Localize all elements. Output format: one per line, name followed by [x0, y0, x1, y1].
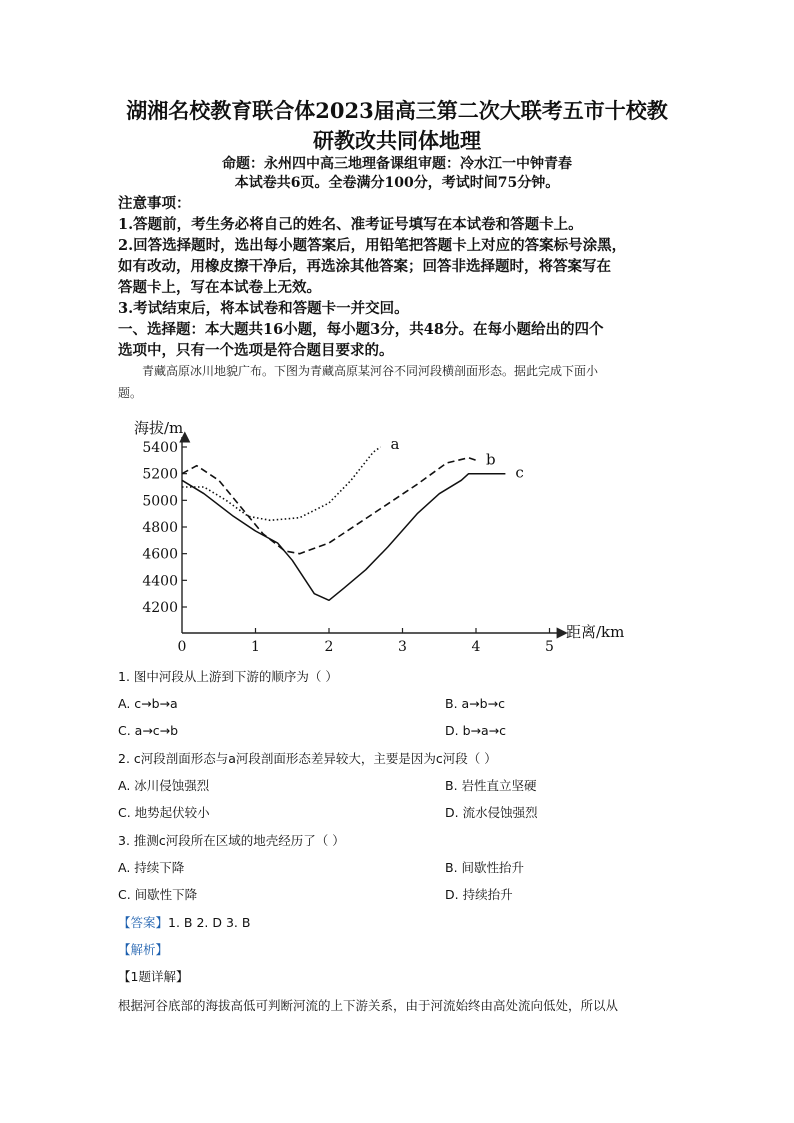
answer-values: 1. B 2. D 3. B [168, 915, 251, 930]
chart-series [182, 435, 524, 600]
answer-line [118, 914, 250, 932]
series-line-b [182, 458, 476, 554]
question-3-stem: 3. 推测c河段所在区域的地壳经历了（ ） [118, 833, 345, 848]
y-tick-label: 5200 [142, 466, 178, 483]
x-tick-label: 3 [398, 639, 407, 655]
chart-axes [182, 437, 565, 633]
y-tick-label: 4400 [142, 573, 178, 590]
question-3-option-c[interactable]: C. 间歇性下降 [118, 887, 198, 902]
chart-ticks [142, 440, 554, 655]
question-3-option-a[interactable]: A. 持续下降 [118, 860, 185, 875]
x-tick-label: 4 [471, 639, 481, 655]
question-3-option-d[interactable]: D. 持续抬升 [445, 887, 513, 902]
authors-line: 命题：永州四中高三地理备课组审题：冷水江一中钟青春 [222, 156, 572, 172]
note-item: 1.答题前，考生务必将自己的姓名、准考证号填写在本试卷和答题卡上。 [118, 216, 583, 233]
question-1-option-d[interactable]: D. b→a→c [445, 723, 506, 738]
y-tick-label: 4800 [142, 520, 178, 536]
question-1-option-c[interactable]: C. a→c→b [118, 723, 179, 738]
note-item: 3.考试结束后，将本试卷和答题卡一并交回。 [118, 300, 409, 317]
detail-text: 根据河谷底部的海拔高低可判断河流的上下游关系，由于河流始终由高处流向低处，所以从 [118, 998, 619, 1013]
series-line-a [182, 447, 381, 520]
y-tick-label: 5400 [142, 440, 178, 456]
exam-info-line: 本试卷共6页。全卷满分100分，考试时间75分钟。 [234, 175, 560, 191]
question-1-option-b[interactable]: B. a→b→c [445, 696, 505, 711]
question-2-option-b[interactable]: B. 岩性直立坚硬 [445, 778, 537, 793]
question-3-option-b[interactable]: B. 间歇性抬升 [445, 860, 525, 875]
y-axis-label: 海拔/m [134, 419, 184, 437]
intro-line2: 题。 [118, 386, 143, 400]
question-1-option-a[interactable]: A. c→b→a [118, 696, 178, 711]
series-label-c: c [515, 463, 524, 482]
question-2-option-c[interactable]: C. 地势起伏较小 [118, 805, 210, 820]
question-2-option-a[interactable]: A. 冰川侵蚀强烈 [118, 778, 210, 793]
section-heading-line1: 一、选择题：本大题共16小题，每小题3分，共48分。在每小题给出的四个 [118, 321, 604, 338]
x-tick-label: 0 [177, 639, 187, 655]
question-2-option-d[interactable]: D. 流水侵蚀强烈 [445, 805, 538, 820]
series-label-a: a [390, 435, 400, 453]
question-1-stem: 1. 图中河段从上游到下游的顺序为（ ） [118, 669, 338, 684]
x-axis-label: 距离/km [566, 623, 625, 641]
detail-label: 【1题详解】 [118, 969, 189, 984]
note-item: 2.回答选择题时，选出每小题答案后，用铅笔把答题卡上对应的答案标号涂黑， [118, 237, 627, 254]
series-label-b: b [486, 450, 496, 469]
x-tick-label: 5 [545, 639, 554, 655]
note-item: 如有改动，用橡皮擦干净后，再选涂其他答案；回答非选择题时，将答案写在 [118, 258, 611, 275]
x-tick-label: 1 [251, 639, 260, 655]
notes-heading: 注意事项： [118, 195, 191, 212]
series-line-c [182, 474, 505, 601]
y-tick-label: 5000 [142, 493, 178, 510]
analysis-label: 【解析】 [118, 942, 169, 957]
question-2-stem: 2. c河段剖面形态与a河段剖面形态差异较大，主要是因为c河段（ ） [118, 751, 497, 766]
exam-title-line1: 湖湘名校教育联合体2023届高三第二次大联考五市十校教 [126, 98, 668, 123]
answer-label: 【答案】 [118, 915, 169, 930]
question-intro [118, 360, 683, 404]
y-tick-label: 4200 [142, 600, 178, 616]
river-profile-chart [120, 415, 660, 660]
x-tick-label: 2 [324, 639, 334, 655]
note-item: 答题卡上，写在本试卷上无效。 [118, 279, 321, 296]
section-heading-line2: 选项中，只有一个选项是符合题目要求的。 [118, 342, 394, 359]
intro-line1: 青藏高原冰川地貌广布。下图为青藏高原某河谷不同河段横剖面形态。据此完成下面小 [142, 364, 599, 378]
exam-title-line2: 研教改共同体地理 [313, 128, 481, 153]
y-tick-label: 4600 [142, 546, 178, 563]
